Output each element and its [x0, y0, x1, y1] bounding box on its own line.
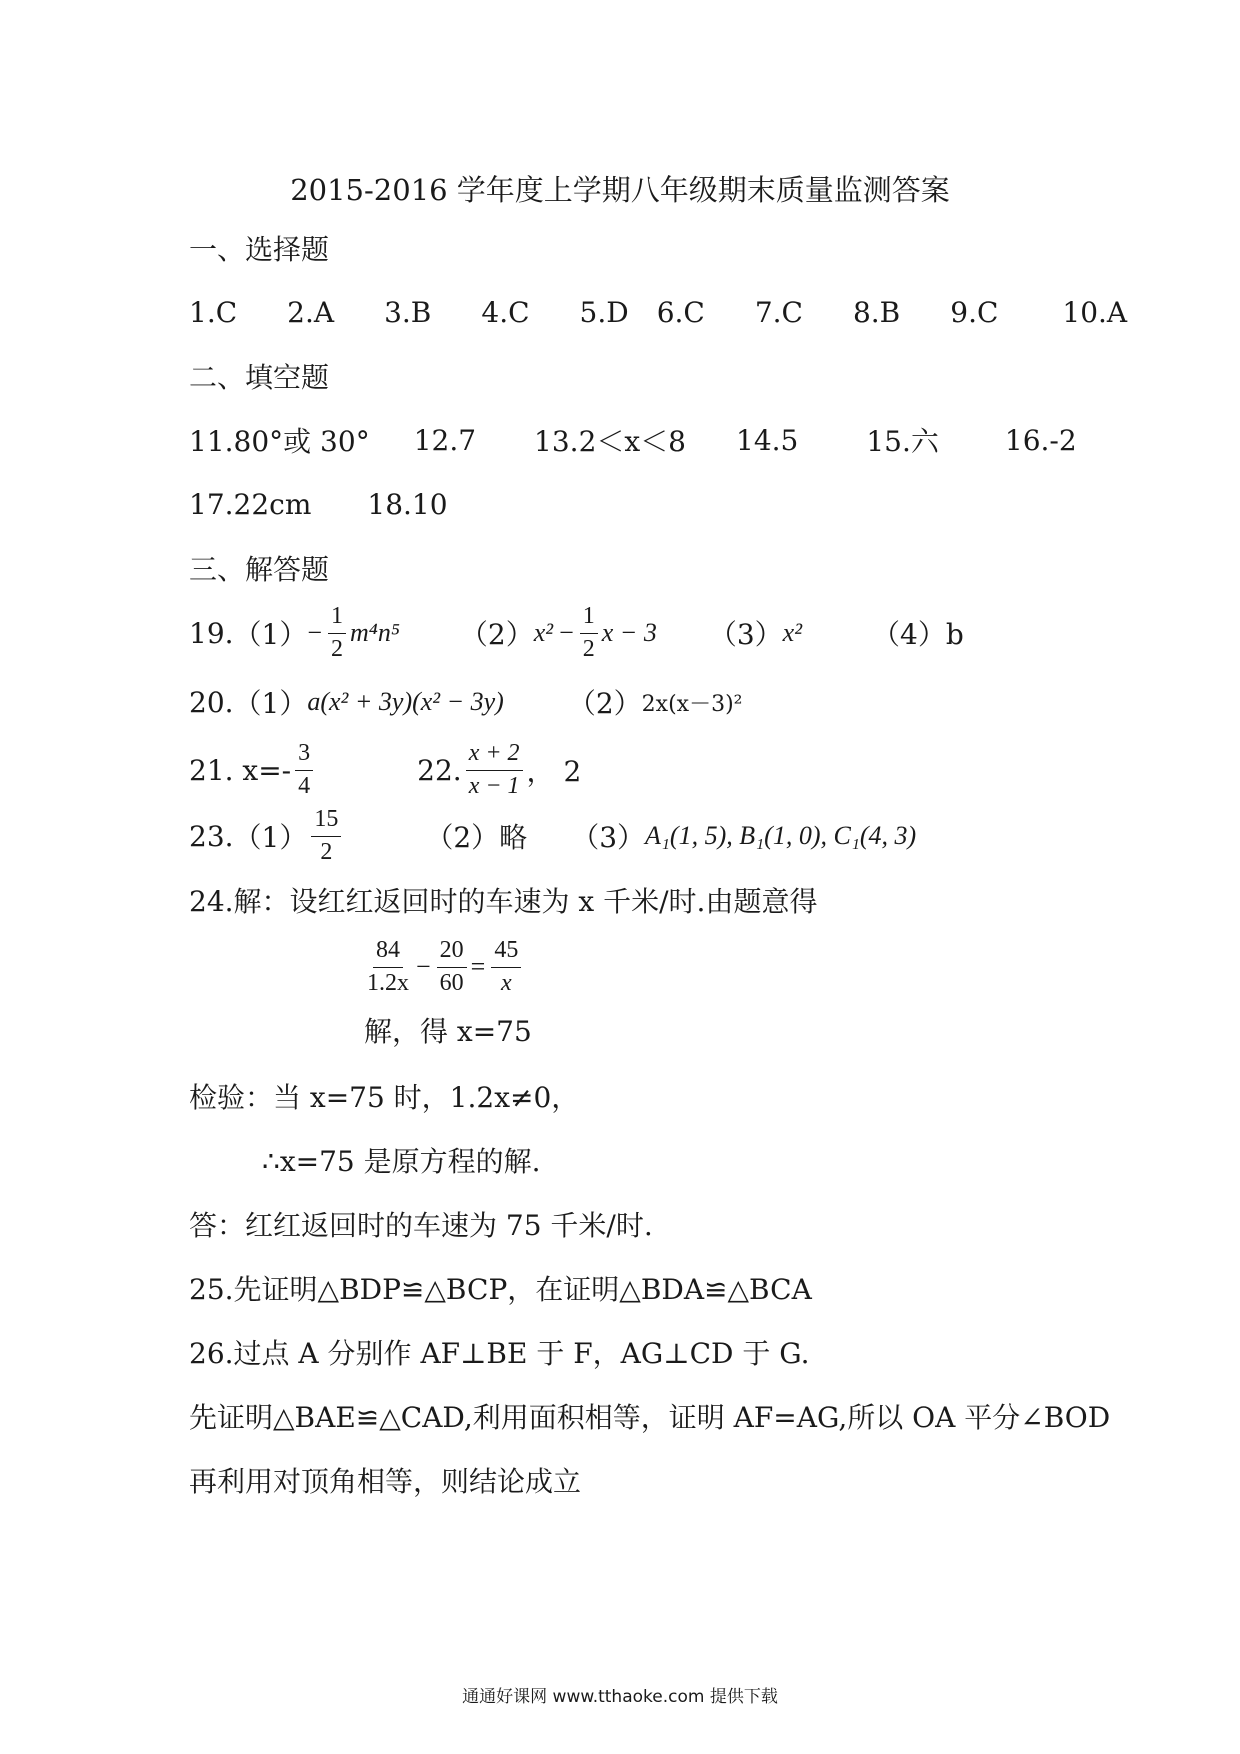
- answer-17: 17.22cm: [189, 487, 312, 521]
- q21-fraction: [295, 740, 313, 800]
- answer-13: 13.2＜x＜8: [534, 425, 686, 458]
- q22-fraction: [466, 740, 523, 800]
- q24-equation: [364, 930, 525, 1004]
- numerator: 15: [311, 806, 341, 837]
- q23-fraction: [311, 806, 341, 866]
- q20-label: 20.: [189, 685, 234, 719]
- numerator: 45: [491, 937, 521, 968]
- answer-7: 7.C: [754, 295, 803, 329]
- section1-answers: [189, 282, 1127, 342]
- minus-sign: −: [559, 618, 574, 647]
- q24-fraction-2: [437, 937, 467, 997]
- answer-12: 12.7: [413, 423, 477, 457]
- q24-check: 检验：当 x=75 时，1.2x≠0，: [189, 1081, 580, 1114]
- minus-sign: −: [416, 952, 431, 981]
- q20-part1-expression: a(x² + 3y)(x² − 3y): [307, 687, 504, 716]
- denominator: 2: [320, 838, 333, 865]
- q23-part3-expression: A₁(1, 5), B₁(1, 0), C₁(4, 3): [645, 821, 917, 850]
- q24-intro: 24.解：设红红返回时的车速为 x 千米/时.由题意得: [189, 885, 818, 918]
- answer-3: 3.B: [384, 295, 432, 329]
- answer-10: 10.A: [1062, 295, 1128, 329]
- answer-15: 15.六: [866, 425, 939, 458]
- q19-part4: （4）b: [872, 618, 964, 651]
- answer-1: 1.C: [189, 295, 238, 329]
- q24-fraction-1: [364, 937, 412, 997]
- q26-line1: 26.过点 A 分别作 AF⊥BE 于 F，AG⊥CD 于 G.: [189, 1337, 810, 1370]
- section2-row1: [189, 410, 1077, 470]
- q24-therefore: ∴x=75 是原方程的解.: [262, 1145, 541, 1178]
- q19-part2-head: x²: [533, 618, 554, 647]
- q19-part1-expression: m⁴n⁵: [350, 618, 400, 647]
- q21-q22: [189, 734, 581, 806]
- q23-part3-label: （3）: [571, 821, 646, 854]
- footer-credit: 通通好课网 www.tthaoke.com 提供下载: [462, 1687, 778, 1707]
- answer-8: 8.B: [852, 295, 901, 329]
- q19-part3-label: （3）: [708, 618, 783, 651]
- section2-heading: 二、填空题: [189, 361, 330, 394]
- q19-part2-label: （2）: [459, 618, 534, 651]
- q24-solve: 解，得 x=75: [364, 1015, 532, 1048]
- q19-part1-fraction: [328, 603, 346, 663]
- q23-part1-label: （1）: [233, 821, 308, 854]
- q19-part3-expression: x²: [782, 618, 802, 647]
- q26-line2: 先证明△BAE≌△CAD,利用面积相等，证明 AF=AG,所以 OA 平分∠BOD: [189, 1401, 1111, 1434]
- q20-part2-expression: 2x(x－3)²: [641, 691, 743, 717]
- answer-14: 14.5: [736, 423, 799, 457]
- numerator: 20: [437, 937, 467, 968]
- answer-2: 2.A: [287, 295, 335, 329]
- section1-heading: 一、选择题: [189, 233, 330, 266]
- q25: 25.先证明△BDP≌△BCP，在证明△BDA≌△BCA: [189, 1273, 812, 1306]
- q19-part2-tail: x − 3: [601, 618, 657, 647]
- denominator: x: [501, 969, 512, 996]
- q20: [189, 672, 742, 732]
- q19-part2-fraction: [580, 603, 598, 663]
- answer-11: 11.80°或 30°: [189, 425, 370, 458]
- q20-part1-label: （1）: [233, 687, 308, 720]
- q21-label: 21. x=-: [189, 753, 292, 787]
- q22-answer: ， 2: [526, 755, 582, 788]
- numerator: 3: [295, 740, 313, 771]
- numerator: x + 2: [466, 740, 523, 771]
- denominator: x − 1: [468, 772, 520, 799]
- answer-4: 4.C: [481, 295, 530, 329]
- q24-answer: 答：红红返回时的车速为 75 千米/时.: [189, 1209, 653, 1242]
- denominator: 1.2x: [367, 969, 409, 996]
- q20-part2-label: （2）: [567, 687, 642, 720]
- numerator: 1: [580, 603, 598, 634]
- q19-part1-label: （1）: [233, 618, 308, 651]
- section2-row2: [189, 474, 448, 534]
- q24-fraction-3: [491, 937, 521, 997]
- denominator: 2: [331, 635, 344, 662]
- denominator: 4: [298, 772, 311, 799]
- equals-sign: =: [470, 952, 486, 981]
- minus-sign: −: [307, 618, 323, 647]
- answer-9: 9.C: [950, 295, 999, 329]
- q22-label: 22.: [417, 753, 462, 787]
- q23-part2: （2）略: [425, 821, 528, 854]
- answer-6: 6.C: [656, 295, 705, 329]
- page-title: 2015-2016 学年度上学期八年级期末质量监测答案: [290, 173, 950, 207]
- denominator: 60: [439, 969, 464, 996]
- answer-18: 18.10: [367, 487, 448, 521]
- denominator: 2: [582, 635, 595, 662]
- q23: [189, 800, 916, 872]
- q23-label: 23.: [189, 819, 234, 853]
- numerator: 84: [373, 937, 403, 968]
- answer-16: 16.-2: [1004, 423, 1077, 457]
- q19: [189, 600, 964, 666]
- answer-5: 5.D: [579, 295, 629, 329]
- q26-line3: 再利用对顶角相等，则结论成立: [189, 1465, 582, 1498]
- numerator: 1: [328, 603, 346, 634]
- section3-heading: 三、解答题: [189, 553, 330, 586]
- q19-label: 19.: [189, 616, 234, 650]
